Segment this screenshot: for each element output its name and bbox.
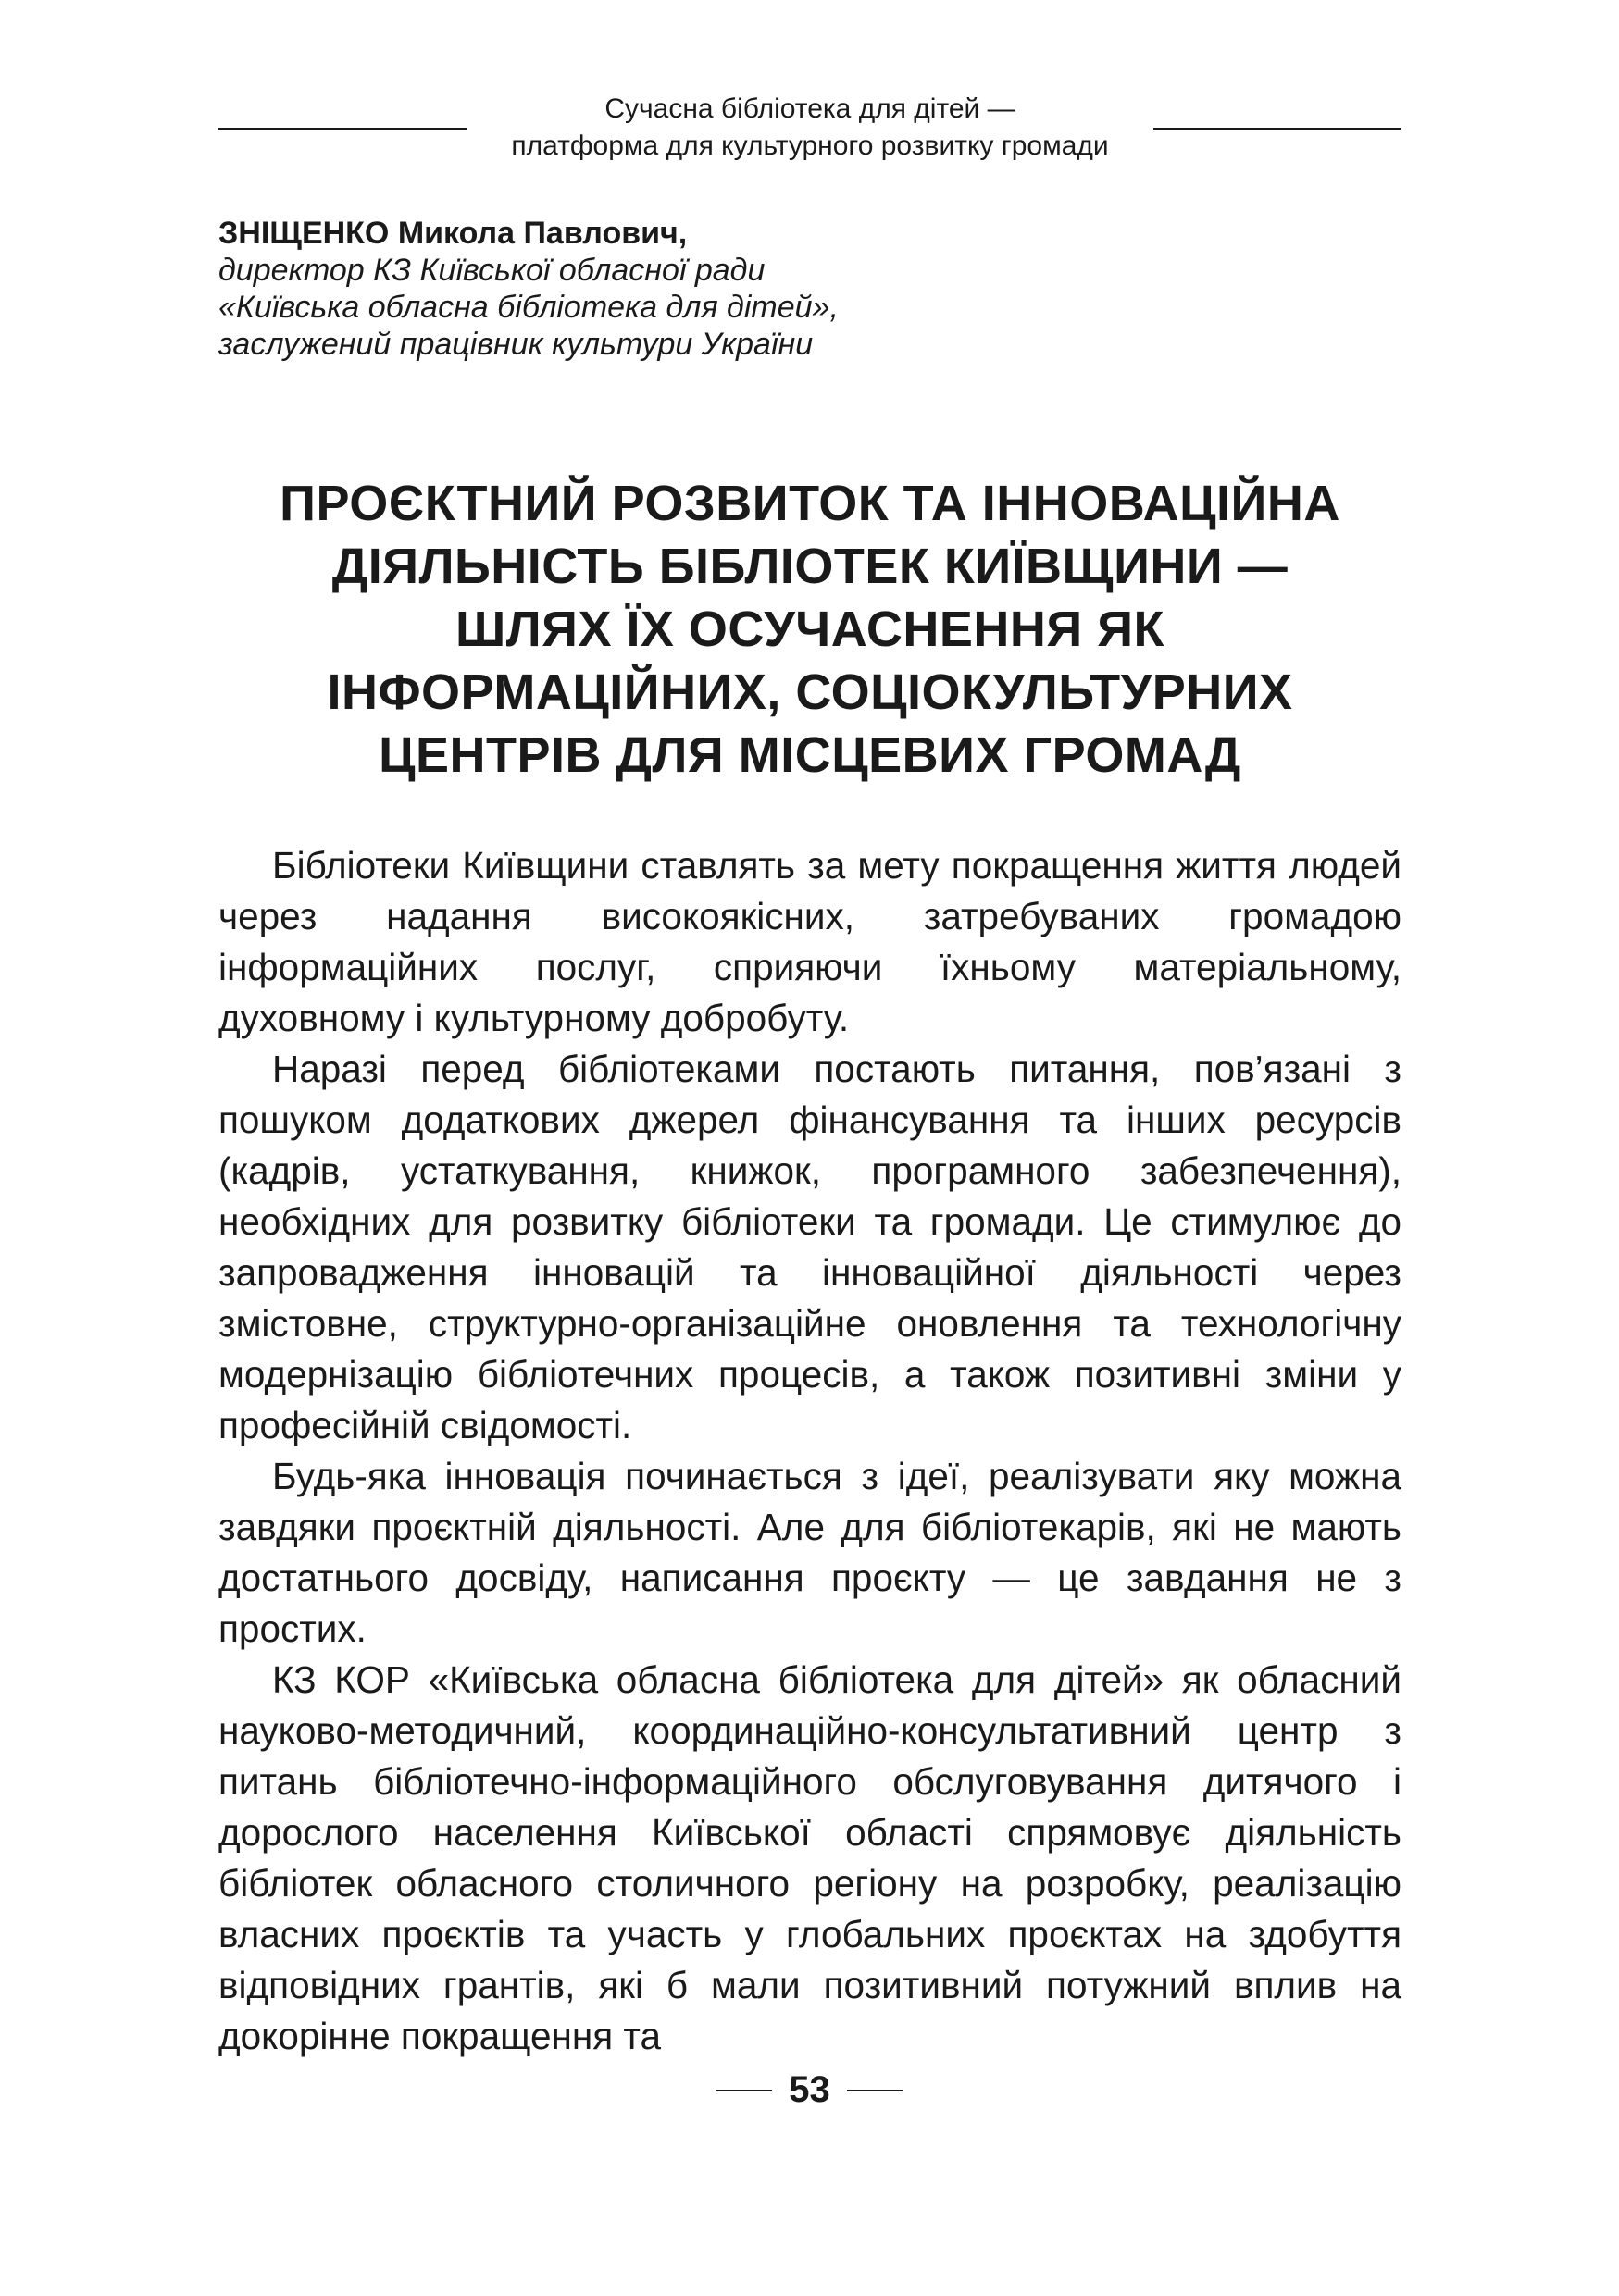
running-header: [218, 91, 1401, 174]
author-block: [218, 215, 1237, 363]
header-line-1: Сучасна бібліотека для дітей —: [604, 93, 1015, 124]
paragraph: КЗ КОР «Київська обласна бібліотека для дітей» як обласний науково-методичний, координаційно-консультативний центр з питань бібліотечно-інформаційного обслуговування дитячого і дорослого населення Київської області спрямовує діяльність бібліотек обласного столичного регіону на розробку, реалізацію власних проєктів та участь у глобальних проєктах на здобуття відповідних грантів, які б мали позитивний потужний вплив на докорінне покращення та: [218, 1658, 1401, 2057]
page-footer: [0, 2069, 1619, 2111]
title-line: ЦЕНТРІВ ДЛЯ МІСЦЕВИХ ГРОМАД: [379, 727, 1241, 783]
author-title-line: заслужений працівник культури України: [218, 327, 814, 362]
footer-dash-right: [847, 2090, 903, 2091]
title-line: ПРОЄКТНИЙ РОЗВИТОК ТА ІННОВАЦІЙНА: [280, 476, 1340, 531]
article-body: [218, 840, 1401, 2062]
footer-dash-left: [716, 2090, 772, 2091]
article-title: [185, 472, 1435, 787]
paragraph: Бібліотеки Київщини ставлять за мету покращення життя людей через надання високоякісних, затребуваних громадою інформаційних послуг, сприяючи їхньому матеріальному, духовному і культурному добробуту.: [218, 844, 1401, 1039]
header-rule-right: [1153, 128, 1401, 130]
author-name: ЗНІЩЕНКО Микола Павлович,: [218, 216, 688, 251]
title-line: ДІЯЛЬНІСТЬ БІБЛІОТЕК КИЇВЩИНИ —: [331, 539, 1289, 594]
author-position-line: директор КЗ Київської обласної ради: [218, 253, 766, 288]
author-position-line: «Київська обласна бібліотека для дітей»,: [218, 290, 839, 325]
title-line: ІНФОРМАЦІЙНИХ, СОЦІОКУЛЬТУРНИХ: [327, 664, 1293, 720]
paragraph: Наразі перед бібліотеками постають питання, пов’язані з пошуком додаткових джерел фінансування та інших ресурсів (кадрів, устаткування, книжок, програмного забезпечення), необхідних для розвитку бібліотеки та громади. Це стимулює до запровадження інновацій та інноваційної діяльності через змістовне, структурно-організаційне оновлення та технологічну модернізацію бібліотечних процесів, а також позитивні зміни у професійній свідомості.: [218, 1048, 1401, 1446]
page-number: 53: [789, 2069, 830, 2110]
header-rule-left: [218, 128, 467, 130]
header-text: [467, 91, 1153, 165]
title-line: ШЛЯХ ЇХ ОСУЧАСНЕННЯ ЯК: [455, 602, 1164, 657]
header-line-2: платформа для культурного розвитку громади: [511, 130, 1109, 161]
paragraph: Будь-яка інновація починається з ідеї, реалізувати яку можна завдяки проєктній діяльності. Але для бібліотекарів, які не мають достатнього досвіду, написання проєкту — це завдання не з простих.: [218, 1455, 1401, 1650]
